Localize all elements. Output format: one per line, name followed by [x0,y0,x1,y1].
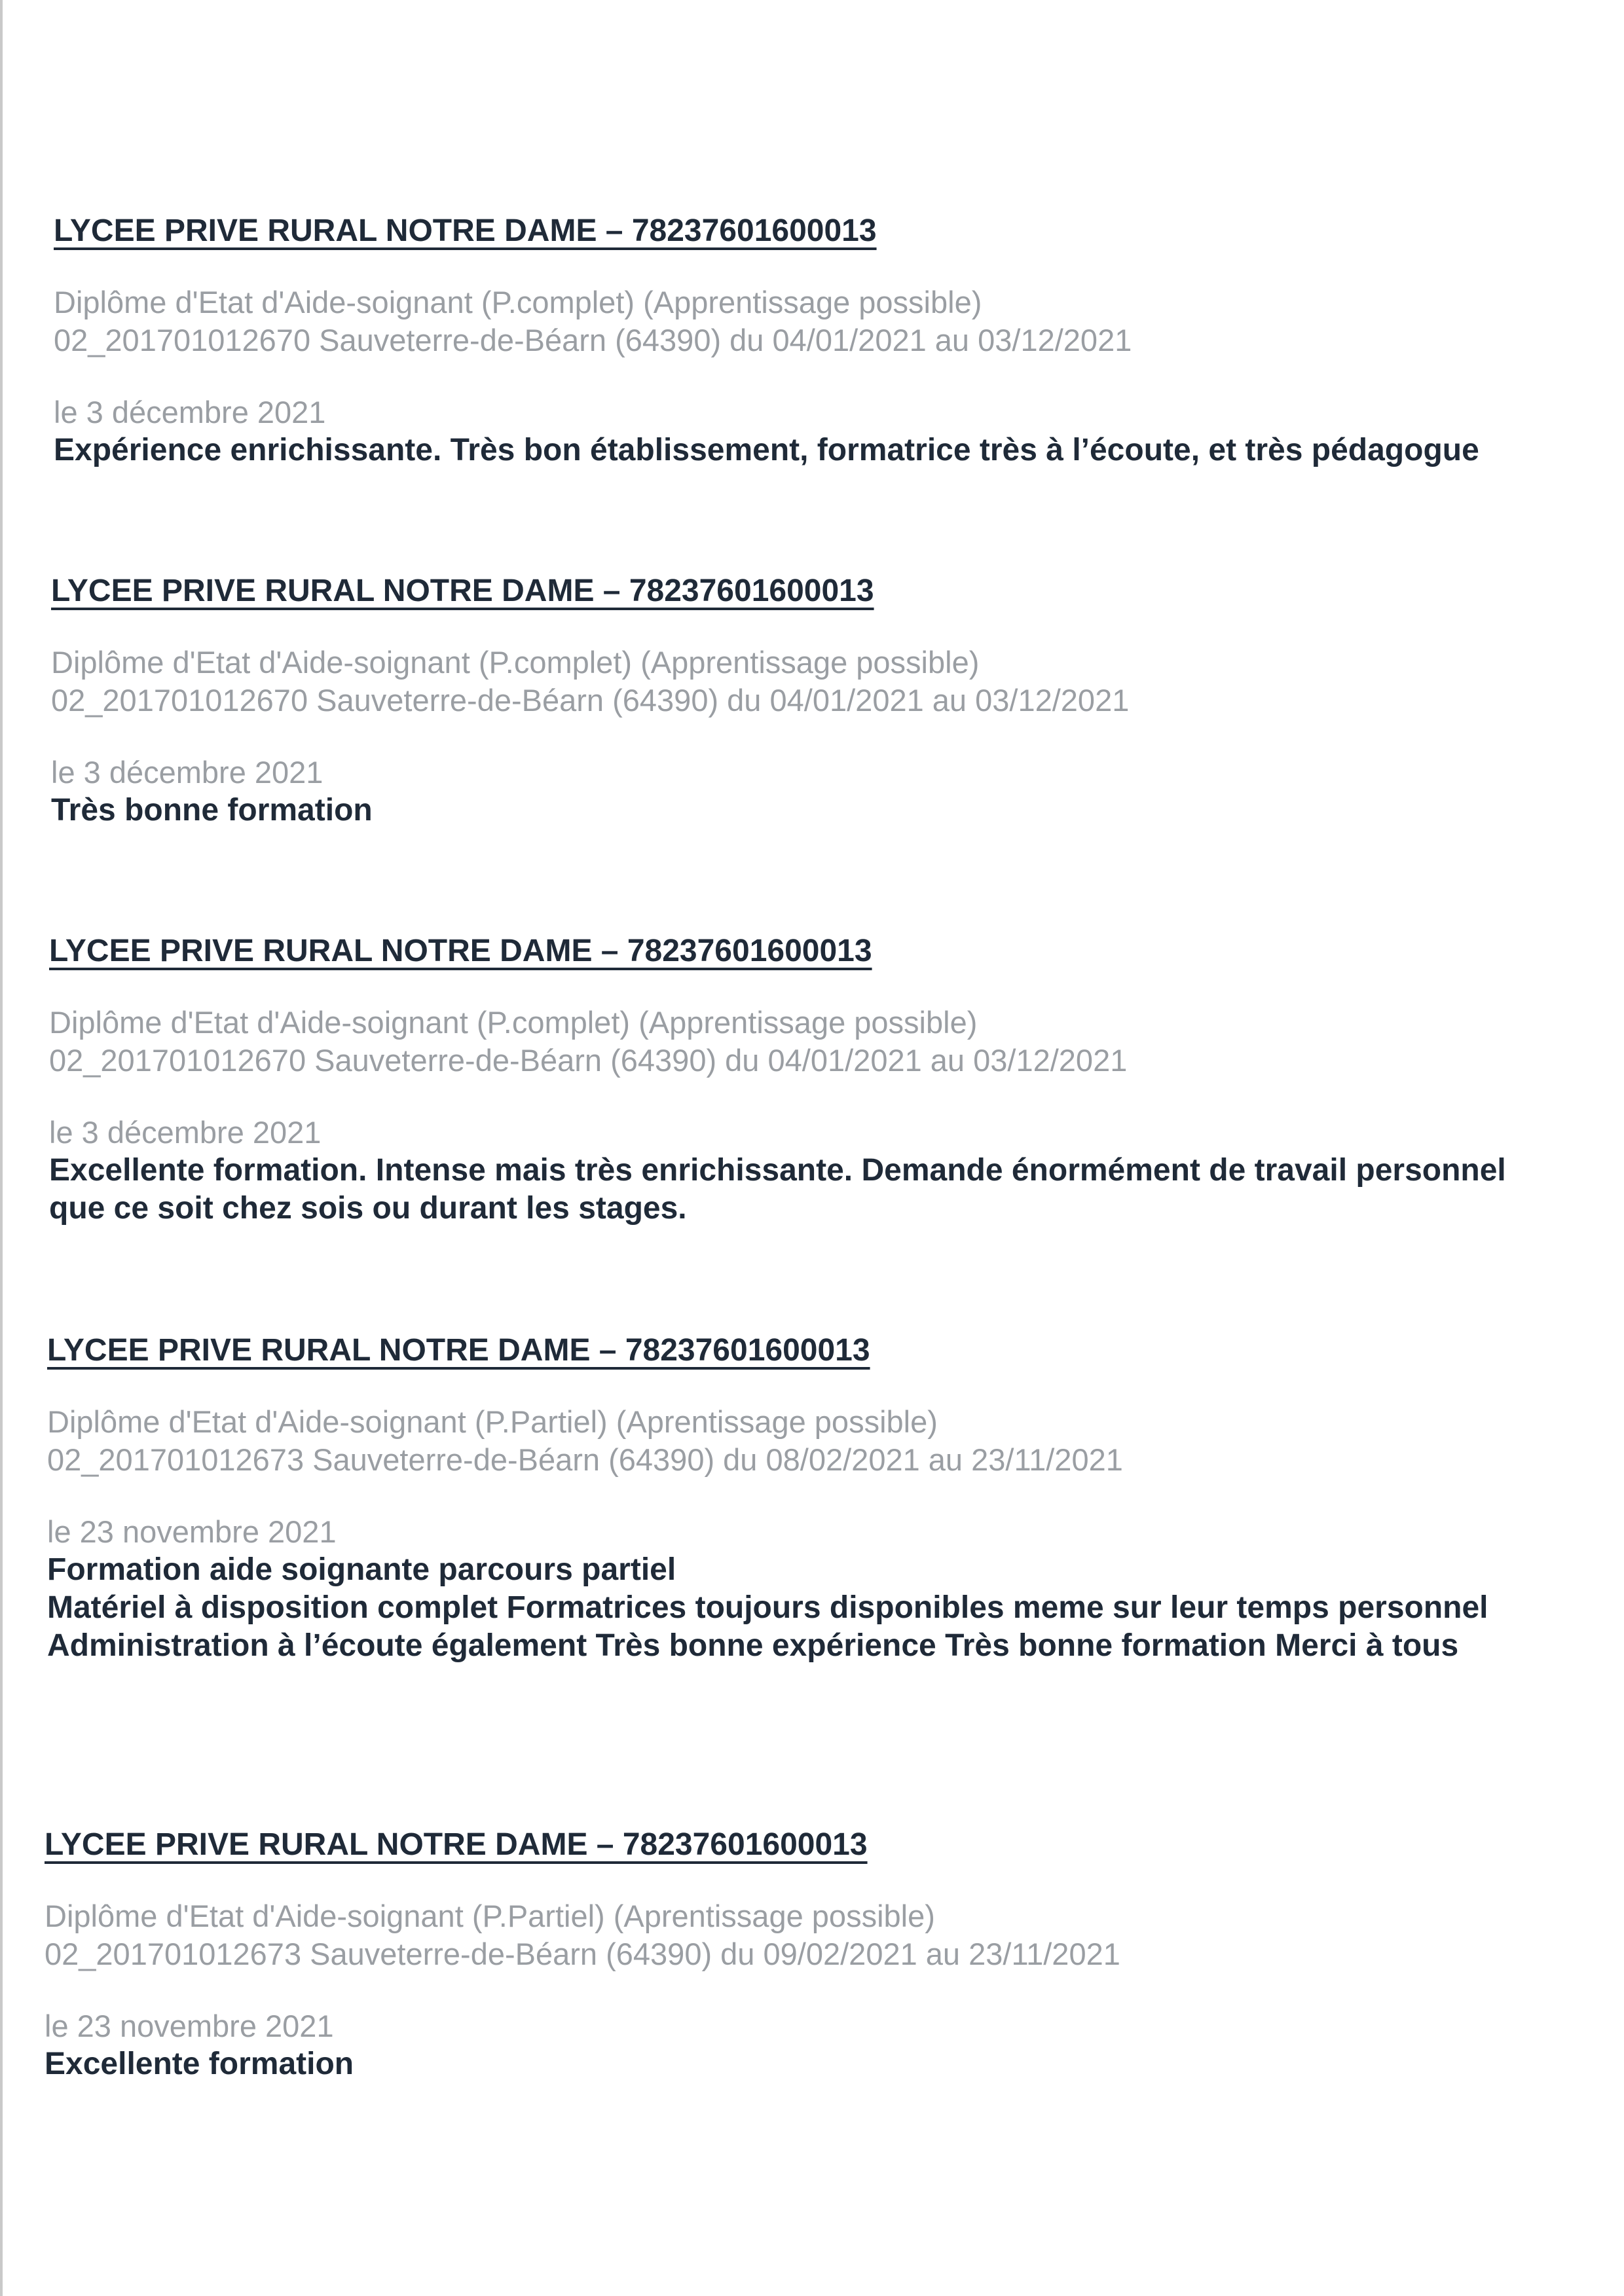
review-title: LYCEE PRIVE RURAL NOTRE DAME – 78237601600013 [49,934,872,968]
session-line: 02_201701012670 Sauveterre-de-Béarn (64390) du 04/01/2021 au 03/12/2021 [51,683,1130,718]
diploma-line: Diplôme d'Etat d'Aide-soignant (P.complet) (Apprentissage possible) [51,645,980,680]
review-comment [54,431,1599,469]
review-date: le 23 novembre 2021 [47,1514,337,1549]
review-entry [49,933,1595,1228]
session-line: 02_201701012670 Sauveterre-de-Béarn (64390) du 04/01/2021 au 03/12/2021 [49,1043,1128,1078]
comment-line: Excellente formation. Intense mais très enrichissante. Demande énormément de travail personnel [49,1153,1506,1188]
training-info [54,283,1599,359]
diploma-line: Diplôme d'Etat d'Aide-soignant (P.Partiel) (Aprentissage possible) [47,1404,938,1439]
review-title: LYCEE PRIVE RURAL NOTRE DAME – 78237601600013 [54,213,877,248]
comment-line: Très bonne formation [51,793,373,828]
review-comment [47,1551,1593,1665]
comment-line: Matériel à disposition complet Formatrices toujours disponibles meme sur leur temps personnel [47,1590,1488,1625]
review-comment [49,1152,1595,1228]
training-info [47,1403,1593,1479]
review-entry [51,573,1596,829]
diploma-line: Diplôme d'Etat d'Aide-soignant (P.complet) (Apprentissage possible) [49,1005,978,1040]
session-line: 02_201701012673 Sauveterre-de-Béarn (64390) du 08/02/2021 au 23/11/2021 [47,1442,1123,1477]
scan-edge [0,0,3,2296]
comment-line: Formation aide soignante parcours partiel [47,1552,676,1587]
review-date: le 3 décembre 2021 [49,1115,322,1150]
training-info [45,1897,1590,1973]
review-title: LYCEE PRIVE RURAL NOTRE DAME – 78237601600013 [47,1333,870,1368]
review-entry [47,1332,1593,1665]
review-date: le 23 novembre 2021 [45,2009,334,2043]
diploma-line: Diplôme d'Etat d'Aide-soignant (P.Partiel) (Aprentissage possible) [45,1899,935,1933]
comment-line: Excellente formation [45,2047,354,2081]
review-title: LYCEE PRIVE RURAL NOTRE DAME – 78237601600013 [51,574,874,608]
session-line: 02_201701012670 Sauveterre-de-Béarn (64390) du 04/01/2021 au 03/12/2021 [54,323,1132,357]
review-entry [45,1827,1590,2083]
review-comment [45,2045,1590,2083]
training-info [51,644,1596,720]
review-date: le 3 décembre 2021 [51,755,323,790]
review-title: LYCEE PRIVE RURAL NOTRE DAME – 78237601600013 [45,1827,868,1862]
review-comment [51,792,1596,829]
comment-line: Administration à l’écoute également Très bonne expérience Très bonne formation Merci à tous [47,1628,1459,1663]
review-entry [54,213,1599,469]
comment-line: que ce soit chez sois ou durant les stages. [49,1191,687,1226]
diploma-line: Diplôme d'Etat d'Aide-soignant (P.complet) (Apprentissage possible) [54,285,982,319]
comment-line: Expérience enrichissante. Très bon établissement, formatrice très à l’écoute, et très pédagogue [54,433,1479,467]
session-line: 02_201701012673 Sauveterre-de-Béarn (64390) du 09/02/2021 au 23/11/2021 [45,1937,1120,1971]
review-date: le 3 décembre 2021 [54,395,326,429]
training-info [49,1004,1595,1080]
